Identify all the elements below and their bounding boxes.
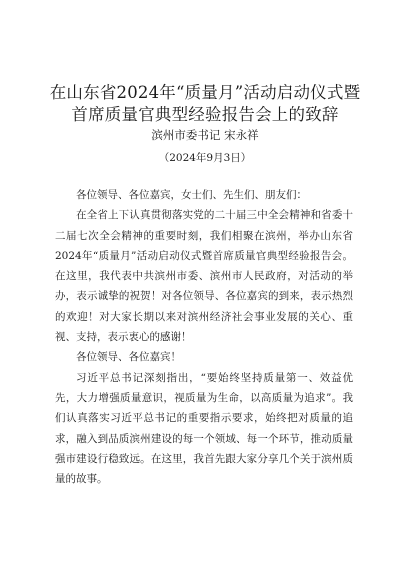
- document-title-line-2: 首席质量官典型经验报告会上的致辞: [71, 105, 339, 124]
- salutation-paragraph: 各位领导、各位嘉宾，女士们、先生们、朋友们：: [76, 189, 307, 201]
- document-date: （2024年9月3日）: [158, 152, 252, 164]
- document-body: [55, 185, 353, 489]
- address-paragraph: 各位领导、各位嘉宾！: [76, 351, 181, 364]
- quality-story-paragraph: 习近平总书记深刻指出，“要始终坚持质量第一、效益优先，大力增强质量意识，视质量为生命，以高质量为追求”。我们认真落实习近平总书记的重要指示要求，始终把对质量的追求，融入到品质滨州建设的每一个领域、每一个环节，推动质量强市建设行稳致远。在这里，我首先跟大家分享几个关于滨州质量的故事。: [55, 371, 353, 486]
- welcome-paragraph: 在全省上下认真贯彻落实党的二十届三中全会精神和省委十二届七次全会精神的重要时刻，我们相聚在滨州，举办山东省2024年“质量月”活动启动仪式暨首席质量官典型经验报告会。在这里，我代表中共滨州市委、滨州市人民政府，对活动的举办，表示诚挚的祝贺！对各位领导、各位嘉宾的到来，表示热烈的欢迎！对大家长期以来对滨州经济社会事业发展的关心、重视、支持，表示衷心的感谢！: [55, 209, 353, 344]
- document-byline: 滨州市委书记 宋永祥: [151, 128, 259, 142]
- document-title-line-1: 在山东省2024年“质量月”活动启动仪式暨: [49, 83, 361, 102]
